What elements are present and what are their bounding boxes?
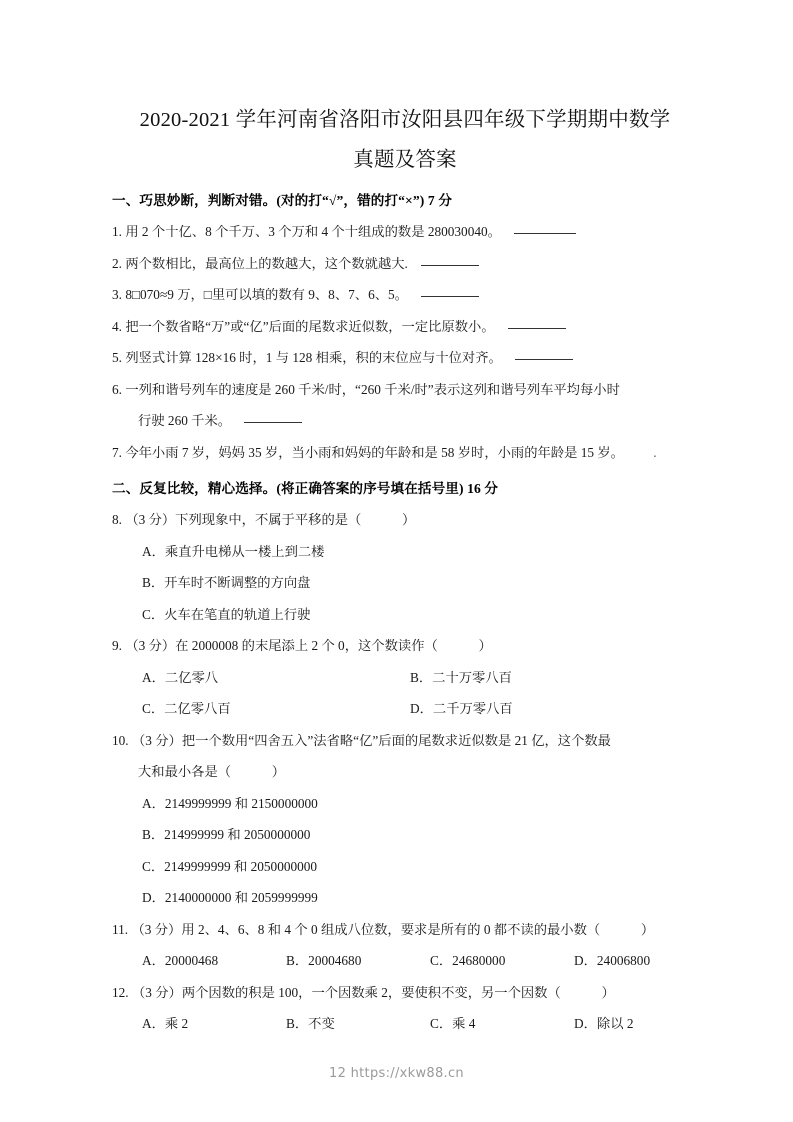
option-row [112, 536, 698, 568]
question-text: 把一个数省略“万”或“亿”后面的尾数求近似数，一定比原数小。 [125, 318, 495, 334]
options-q12 [112, 1008, 698, 1040]
question-text: 今年小雨 7 岁，妈妈 35 岁，当小雨和妈妈的年龄和是 58 岁时，小雨的年龄是 15 岁。 [125, 444, 624, 460]
question-8 [112, 504, 698, 536]
page-title [112, 100, 698, 180]
option-a[interactable]: A．2149999999 和 2150000000 [142, 795, 318, 811]
option-b[interactable]: B．20004680 [286, 953, 362, 968]
answer-blank[interactable] [421, 296, 479, 297]
option-b[interactable]: B．开车时不断调整的方向盘 [142, 575, 311, 590]
question-6-continued [112, 405, 698, 437]
answer-blank[interactable] [421, 265, 479, 266]
option-a[interactable]: A．乘直升电梯从一楼上到二楼 [142, 543, 325, 559]
paren-close: ） [271, 764, 286, 779]
question-number: 1. [112, 224, 122, 239]
paren-close: ） [640, 921, 655, 937]
question-text: 8□070≈9 万，□里可以填的数有 9、8、7、6、5。 [125, 287, 408, 302]
option-c[interactable]: C．乘 4 [430, 1016, 476, 1031]
question-text: （3 分）把一个数用“四舍五入”法省略“亿”后面的尾数求近似数是 21 亿，这个数最 [131, 732, 611, 748]
answer-blank[interactable] [508, 328, 566, 329]
question-text: （3 分）下列现象中，不属于平移的是（ [125, 512, 362, 527]
question-10-continued [112, 756, 698, 788]
question-text: （3 分）用 2、4、6、8 和 4 个 0 组成八位数，要求是所有的 0 都不读的最小数（ [131, 921, 601, 937]
question-number: 8. [112, 512, 122, 527]
option-c[interactable]: C．2149999999 和 2050000000 [142, 858, 318, 874]
question-7 [112, 437, 698, 469]
paren-close: ） [601, 984, 615, 1000]
page-footer: 12 https://xkw88.cn [329, 1066, 464, 1081]
answer-blank[interactable] [244, 422, 302, 423]
answer-blank[interactable] [514, 233, 576, 234]
option-d[interactable]: D．除以 2 [574, 1016, 634, 1031]
option-c[interactable]: C．24680000 [430, 953, 506, 968]
option-row [112, 662, 698, 694]
question-number: 9. [112, 638, 122, 653]
options-q9 [112, 662, 698, 725]
option-row [112, 567, 698, 599]
option-row [112, 599, 698, 631]
option-c[interactable]: C．二亿零八百 [142, 701, 231, 716]
title-line-1: 2020-2021 学年河南省洛阳市汝阳县四年级下学期期中数学 [139, 109, 671, 131]
question-11 [112, 914, 698, 946]
option-a[interactable]: A．二亿零八 [142, 669, 219, 685]
question-text: （3 分）两个因数的积是 100，一个因数乘 2，要使积不变，另一个因数（ [131, 984, 561, 1000]
options-q10 [112, 788, 698, 914]
section-header-2: 二、反复比较，精心选择。(将正确答案的序号填在括号里) 16 分 [112, 481, 499, 496]
question-number: 3. [112, 287, 122, 302]
question-10 [112, 725, 698, 757]
question-number: 11. [112, 921, 129, 937]
option-row [112, 1008, 698, 1040]
option-a[interactable]: A．乘 2 [142, 1016, 189, 1031]
option-d[interactable]: D．2140000000 和 2059999999 [142, 890, 318, 905]
option-b[interactable]: B．二十万零八百 [410, 669, 512, 685]
option-row [112, 945, 698, 977]
options-q8 [112, 536, 698, 631]
trailing-mark: . [653, 444, 657, 460]
question-3 [112, 279, 698, 311]
section-header-1: 一、巧思妙断，判断对错。(对的打“√”，错的打“×”) 7 分 [112, 193, 453, 208]
question-text: 一列和谐号列车的速度是 260 千米/时，“260 千米/时”表示这列和谐号列车平均每小时 [125, 381, 620, 397]
question-text-line2: 大和最小各是（ [138, 764, 232, 779]
question-4 [112, 311, 698, 343]
question-text: 两个数相比，最高位上的数越大，这个数就越大. [125, 255, 408, 271]
question-number: 4. [112, 318, 122, 334]
title-line-2: 真题及答案 [353, 149, 457, 171]
option-row [112, 882, 698, 914]
option-c[interactable]: C．火车在笔直的轨道上行驶 [142, 606, 311, 622]
option-b[interactable]: B．不变 [286, 1016, 335, 1031]
option-row [112, 819, 698, 851]
option-row [112, 693, 698, 725]
question-number: 2. [112, 255, 122, 271]
question-9 [112, 630, 698, 662]
question-number: 10. [112, 732, 129, 748]
option-d[interactable]: D．二千万零八百 [410, 701, 513, 716]
question-text-line2: 行驶 260 千米。 [138, 413, 232, 428]
option-d[interactable]: D．24006800 [574, 953, 651, 968]
option-row [112, 851, 698, 883]
options-q11 [112, 945, 698, 977]
question-number: 6. [112, 381, 122, 397]
option-a[interactable]: A．20000468 [142, 953, 219, 968]
paren-close: ） [478, 638, 492, 653]
question-2 [112, 248, 698, 280]
question-number: 12. [112, 984, 129, 1000]
answer-blank[interactable] [515, 359, 573, 360]
question-text: 用 2 个十亿、8 个千万、3 个万和 4 个十组成的数是 280030040。 [125, 224, 501, 239]
question-number: 7. [112, 444, 122, 460]
paren-close: ） [402, 512, 416, 527]
option-b[interactable]: B．214999999 和 2050000000 [142, 827, 311, 842]
question-number: 5. [112, 350, 122, 365]
question-text: 列竖式计算 128×16 时，1 与 128 相乘，积的末位应与十位对齐。 [125, 350, 502, 365]
question-12 [112, 977, 698, 1009]
question-text: （3 分）在 2000008 的末尾添上 2 个 0，这个数读作（ [125, 638, 438, 653]
option-row [112, 788, 698, 820]
question-5 [112, 342, 698, 374]
question-1 [112, 216, 698, 248]
question-6 [112, 374, 698, 406]
